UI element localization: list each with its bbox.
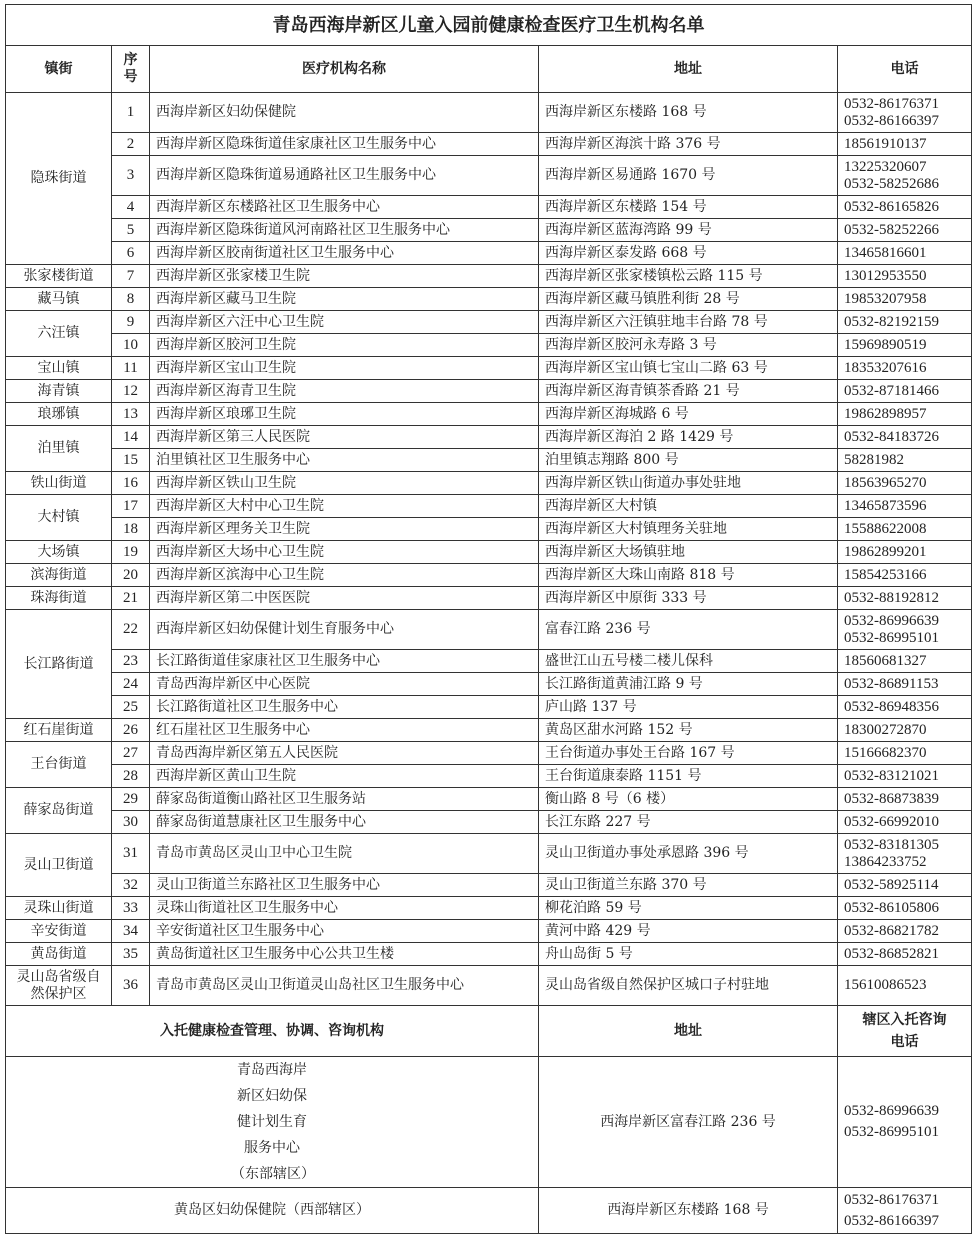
street-cell: 长江路街道 (6, 610, 112, 719)
institution-name: 西海岸新区妇幼保健计划生育服务中心 (150, 610, 539, 650)
institution-address: 西海岸新区大村镇 (539, 495, 838, 518)
table-row (6, 380, 972, 403)
phone-cell (838, 426, 972, 449)
seq-cell: 16 (112, 472, 150, 495)
institution-address: 西海岸新区蓝海湾路 99 号 (539, 219, 838, 242)
seq-cell: 14 (112, 426, 150, 449)
institution-name: 西海岸新区张家楼卫生院 (150, 265, 539, 288)
header-row (6, 46, 972, 93)
phone-cell (838, 897, 972, 920)
seq-cell: 19 (112, 541, 150, 564)
seq-cell: 31 (112, 834, 150, 874)
institution-address: 黄岛区甜水河路 152 号 (539, 719, 838, 742)
institution-address: 泊里镇志翔路 800 号 (539, 449, 838, 472)
street-cell: 灵山岛省级自然保护区 (6, 966, 112, 1006)
institution-name: 西海岸新区六汪中心卫生院 (150, 311, 539, 334)
institution-name: 西海岸新区理务关卫生院 (150, 518, 539, 541)
phone-cell (838, 288, 972, 311)
institution-name: 薛家岛街道衡山路社区卫生服务站 (150, 788, 539, 811)
institution-address: 西海岸新区张家楼镇松云路 115 号 (539, 265, 838, 288)
institution-address: 西海岸新区东楼路 168 号 (539, 93, 838, 133)
table-row (6, 495, 972, 518)
street-cell: 灵山卫街道 (6, 834, 112, 897)
institution-address: 西海岸新区海青镇茶香路 21 号 (539, 380, 838, 403)
phone-number: 0532-86891153 (844, 675, 939, 692)
table-row (6, 874, 972, 897)
phone-number: 0532-86995101 (844, 1124, 939, 1140)
institution-name: 青岛西海岸新区中心医院 (150, 673, 539, 696)
title-row (6, 5, 972, 46)
seq-cell: 15 (112, 449, 150, 472)
phone-number: 58281982 (844, 451, 904, 468)
phone-number: 18353207616 (844, 359, 927, 376)
institution-name: 红石崖社区卫生服务中心 (150, 719, 539, 742)
table-row (6, 564, 972, 587)
seq-cell: 30 (112, 811, 150, 834)
street-cell: 琅琊镇 (6, 403, 112, 426)
phone-number: 0532-86105806 (844, 899, 939, 916)
seq-cell: 9 (112, 311, 150, 334)
footer-org (6, 1057, 539, 1188)
institution-address: 西海岸新区海城路 6 号 (539, 403, 838, 426)
seq-cell: 12 (112, 380, 150, 403)
header-addr: 地址 (539, 46, 838, 93)
institution-name: 长江路街道社区卫生服务中心 (150, 696, 539, 719)
institution-address: 西海岸新区大场镇驻地 (539, 541, 838, 564)
seq-cell: 13 (112, 403, 150, 426)
seq-cell: 1 (112, 93, 150, 133)
footer-header-row (6, 1006, 972, 1057)
table-row (6, 765, 972, 788)
table-row (6, 93, 972, 133)
table-row (6, 311, 972, 334)
phone-number: 0532-88192812 (844, 589, 939, 606)
footer-org-text: 黄岛区妇幼保健院（西部辖区） (174, 1202, 370, 1218)
institution-address: 庐山路 137 号 (539, 696, 838, 719)
footer-header-org: 入托健康检查管理、协调、咨询机构 (6, 1006, 539, 1057)
seq-cell: 2 (112, 133, 150, 156)
phone-cell (838, 788, 972, 811)
footer-header-phone (838, 1006, 972, 1057)
header-name: 医疗机构名称 (150, 46, 539, 93)
phone-number: 15588622008 (844, 520, 927, 537)
phone-cell (838, 541, 972, 564)
table-row (6, 219, 972, 242)
institution-address: 盛世江山五号楼二楼儿保科 (539, 650, 838, 673)
institution-address: 西海岸新区易通路 1670 号 (539, 156, 838, 196)
phone-number: 0532-58925114 (844, 876, 939, 893)
institution-name: 西海岸新区第三人民医院 (150, 426, 539, 449)
phone-number: 18300272870 (844, 721, 927, 738)
seq-cell: 21 (112, 587, 150, 610)
phone-number: 0532-87181466 (844, 382, 939, 399)
seq-cell: 20 (112, 564, 150, 587)
phone-number: 0532-58252686 (844, 175, 939, 192)
phone-number: 13225320607 (844, 158, 927, 175)
institution-address: 西海岸新区大珠山南路 818 号 (539, 564, 838, 587)
institution-address: 王台街道办事处王台路 167 号 (539, 742, 838, 765)
seq-cell: 33 (112, 897, 150, 920)
seq-cell: 26 (112, 719, 150, 742)
phone-number: 0532-86166397 (844, 1212, 939, 1229)
table-row (6, 426, 972, 449)
phone-cell (838, 834, 972, 874)
phone-cell (838, 673, 972, 696)
institution-address: 长江东路 227 号 (539, 811, 838, 834)
table-row (6, 518, 972, 541)
institution-address: 柳花泊路 59 号 (539, 897, 838, 920)
footer-row (6, 1188, 972, 1234)
institution-name: 西海岸新区滨海中心卫生院 (150, 564, 539, 587)
institution-name: 泊里镇社区卫生服务中心 (150, 449, 539, 472)
phone-number: 13012953550 (844, 267, 927, 284)
seq-cell: 23 (112, 650, 150, 673)
phone-number: 0532-86996639 (844, 612, 939, 629)
phone-cell (838, 920, 972, 943)
street-cell: 王台街道 (6, 742, 112, 788)
street-cell: 薛家岛街道 (6, 788, 112, 834)
institution-name: 西海岸新区铁山卫生院 (150, 472, 539, 495)
street-cell: 灵珠山街道 (6, 897, 112, 920)
phone-cell (838, 93, 972, 133)
seq-cell: 32 (112, 874, 150, 897)
street-cell: 藏马镇 (6, 288, 112, 311)
seq-cell: 35 (112, 943, 150, 966)
phone-number: 15166682370 (844, 744, 927, 761)
street-cell: 张家楼街道 (6, 265, 112, 288)
phone-cell (838, 357, 972, 380)
footer-row (6, 1057, 972, 1188)
phone-cell (838, 380, 972, 403)
table-row (6, 288, 972, 311)
phone-cell (838, 650, 972, 673)
phone-number: 0532-83181305 (844, 836, 939, 853)
table-row (6, 811, 972, 834)
institution-address: 西海岸新区海滨十路 376 号 (539, 133, 838, 156)
institution-name: 西海岸新区黄山卫生院 (150, 765, 539, 788)
table-row (6, 943, 972, 966)
phone-cell (838, 311, 972, 334)
table-row (6, 449, 972, 472)
table-row (6, 897, 972, 920)
seq-cell: 6 (112, 242, 150, 265)
institution-name: 长江路街道佳家康社区卫生服务中心 (150, 650, 539, 673)
institution-name: 西海岸新区妇幼保健院 (150, 93, 539, 133)
phone-cell (838, 472, 972, 495)
institution-address: 西海岸新区藏马镇胜利街 28 号 (539, 288, 838, 311)
table-row (6, 541, 972, 564)
institution-name: 西海岸新区隐珠街道风河南路社区卫生服务中心 (150, 219, 539, 242)
street-cell: 六汪镇 (6, 311, 112, 357)
institution-address: 灵山卫街道兰东路 370 号 (539, 874, 838, 897)
phone-cell (838, 811, 972, 834)
table-row (6, 696, 972, 719)
phone-cell (838, 696, 972, 719)
table-row (6, 788, 972, 811)
phone-number: 0532-86165826 (844, 198, 939, 215)
seq-cell: 25 (112, 696, 150, 719)
institution-name: 西海岸新区大村中心卫生院 (150, 495, 539, 518)
phone-number: 18560681327 (844, 652, 927, 669)
phone-number: 0532-86176371 (844, 1191, 939, 1208)
phone-number: 0532-86873839 (844, 790, 939, 807)
phone-number: 18561910137 (844, 135, 927, 152)
street-cell: 泊里镇 (6, 426, 112, 472)
institution-address: 黄河中路 429 号 (539, 920, 838, 943)
street-cell: 滨海街道 (6, 564, 112, 587)
phone-number: 0532-66992010 (844, 813, 939, 830)
seq-cell: 34 (112, 920, 150, 943)
table-row (6, 156, 972, 196)
institution-table (5, 4, 972, 1234)
street-cell: 黄岛街道 (6, 943, 112, 966)
phone-number: 13864233752 (844, 853, 927, 870)
footer-org-text: 青岛西海岸新区妇幼保健计划生育服务中心（东部辖区） (231, 1062, 315, 1182)
street-cell: 红石崖街道 (6, 719, 112, 742)
institution-address: 西海岸新区东楼路 154 号 (539, 196, 838, 219)
institution-name: 西海岸新区宝山卫生院 (150, 357, 539, 380)
institution-name: 辛安街道社区卫生服务中心 (150, 920, 539, 943)
phone-cell (838, 219, 972, 242)
institution-address: 灵山卫街道办事处承恩路 396 号 (539, 834, 838, 874)
institution-address: 西海岸新区六汪镇驻地丰台路 78 号 (539, 311, 838, 334)
institution-name: 西海岸新区胶南街道社区卫生服务中心 (150, 242, 539, 265)
phone-cell (838, 943, 972, 966)
seq-cell: 11 (112, 357, 150, 380)
seq-cell: 18 (112, 518, 150, 541)
seq-cell: 7 (112, 265, 150, 288)
street-cell: 大场镇 (6, 541, 112, 564)
table-row (6, 403, 972, 426)
institution-name: 西海岸新区东楼路社区卫生服务中心 (150, 196, 539, 219)
institution-name: 薛家岛街道慧康社区卫生服务中心 (150, 811, 539, 834)
institution-address: 西海岸新区大村镇理务关驻地 (539, 518, 838, 541)
street-cell: 海青镇 (6, 380, 112, 403)
seq-cell: 5 (112, 219, 150, 242)
institution-address: 衡山路 8 号（6 楼） (539, 788, 838, 811)
institution-name: 黄岛街道社区卫生服务中心公共卫生楼 (150, 943, 539, 966)
table-row (6, 719, 972, 742)
table-row (6, 334, 972, 357)
phone-number: 0532-86948356 (844, 698, 939, 715)
phone-number: 0532-84183726 (844, 428, 939, 445)
table-row (6, 472, 972, 495)
institution-name: 西海岸新区第二中医医院 (150, 587, 539, 610)
institution-address: 西海岸新区海泊 2 路 1429 号 (539, 426, 838, 449)
phone-number: 0532-86176371 (844, 95, 939, 112)
phone-number: 15969890519 (844, 336, 927, 353)
phone-cell (838, 242, 972, 265)
institution-address: 西海岸新区胶河永寿路 3 号 (539, 334, 838, 357)
table-row (6, 242, 972, 265)
institution-name: 青岛市黄岛区灵山卫中心卫生院 (150, 834, 539, 874)
phone-number: 13465816601 (844, 244, 927, 261)
table-row (6, 587, 972, 610)
seq-cell: 36 (112, 966, 150, 1006)
phone-cell (838, 587, 972, 610)
phone-number: 19853207958 (844, 290, 927, 307)
table-row (6, 966, 972, 1006)
street-cell: 宝山镇 (6, 357, 112, 380)
phone-number: 15610086523 (844, 977, 927, 993)
seq-cell: 3 (112, 156, 150, 196)
seq-cell: 4 (112, 196, 150, 219)
header-seq (112, 46, 150, 93)
phone-cell (838, 765, 972, 788)
phone-cell (838, 403, 972, 426)
phone-cell (838, 966, 972, 1006)
phone-number: 0532-82192159 (844, 313, 939, 330)
phone-cell (838, 874, 972, 897)
footer-address: 西海岸新区富春江路 236 号 (539, 1057, 838, 1188)
seq-cell: 27 (112, 742, 150, 765)
phone-cell (838, 564, 972, 587)
header-phone: 电话 (838, 46, 972, 93)
seq-cell: 17 (112, 495, 150, 518)
phone-cell (838, 610, 972, 650)
institution-name: 青岛西海岸新区第五人民医院 (150, 742, 539, 765)
footer-phone-cell (838, 1057, 972, 1188)
header-seq-text: 序号 (123, 52, 138, 85)
phone-number: 19862898957 (844, 405, 927, 422)
phone-cell (838, 156, 972, 196)
institution-name: 西海岸新区海青卫生院 (150, 380, 539, 403)
table-row (6, 133, 972, 156)
street-cell: 辛安街道 (6, 920, 112, 943)
table-row (6, 357, 972, 380)
institution-address: 西海岸新区中原街 333 号 (539, 587, 838, 610)
street-cell: 大村镇 (6, 495, 112, 541)
phone-number: 15854253166 (844, 566, 927, 583)
table-row (6, 610, 972, 650)
street-cell: 珠海街道 (6, 587, 112, 610)
page-title: 青岛西海岸新区儿童入园前健康检查医疗卫生机构名单 (6, 5, 972, 46)
table-row (6, 742, 972, 765)
phone-cell (838, 449, 972, 472)
seq-cell: 29 (112, 788, 150, 811)
institution-name: 西海岸新区隐珠街道易通路社区卫生服务中心 (150, 156, 539, 196)
table-row (6, 650, 972, 673)
phone-cell (838, 133, 972, 156)
institution-name: 西海岸新区隐珠街道佳家康社区卫生服务中心 (150, 133, 539, 156)
institution-address: 西海岸新区铁山街道办事处驻地 (539, 472, 838, 495)
street-cell: 铁山街道 (6, 472, 112, 495)
seq-cell: 8 (112, 288, 150, 311)
phone-number: 0532-83121021 (844, 767, 939, 784)
institution-address: 王台街道康泰路 1151 号 (539, 765, 838, 788)
phone-cell (838, 334, 972, 357)
phone-number: 0532-86852821 (844, 945, 939, 962)
footer-address: 西海岸新区东楼路 168 号 (539, 1188, 838, 1234)
institution-address: 富春江路 236 号 (539, 610, 838, 650)
institution-name: 西海岸新区胶河卫生院 (150, 334, 539, 357)
phone-cell (838, 265, 972, 288)
street-cell: 隐珠街道 (6, 93, 112, 265)
institution-address: 长江路街道黄浦江路 9 号 (539, 673, 838, 696)
phone-number: 0532-86996639 (844, 1103, 939, 1119)
header-street: 镇街 (6, 46, 112, 93)
table-row (6, 920, 972, 943)
phone-cell (838, 495, 972, 518)
phone-number: 0532-86821782 (844, 922, 939, 939)
table-row (6, 265, 972, 288)
institution-name: 西海岸新区琅琊卫生院 (150, 403, 539, 426)
footer-header-phone-text: 辖区入托咨询电话 (862, 1012, 947, 1050)
phone-cell (838, 742, 972, 765)
table-row (6, 834, 972, 874)
footer-org (6, 1188, 539, 1234)
table-row (6, 196, 972, 219)
institution-address: 西海岸新区宝山镇七宝山二路 63 号 (539, 357, 838, 380)
seq-cell: 24 (112, 673, 150, 696)
seq-cell: 28 (112, 765, 150, 788)
phone-number: 0532-86995101 (844, 629, 939, 646)
phone-cell (838, 196, 972, 219)
institution-name: 灵山卫街道兰东路社区卫生服务中心 (150, 874, 539, 897)
institution-name: 灵珠山街道社区卫生服务中心 (150, 897, 539, 920)
footer-header-addr: 地址 (539, 1006, 838, 1057)
institution-address: 西海岸新区泰发路 668 号 (539, 242, 838, 265)
footer-phone-cell (838, 1188, 972, 1234)
phone-number: 0532-58252266 (844, 221, 939, 238)
phone-cell (838, 719, 972, 742)
institution-address: 灵山岛省级自然保护区城口子村驻地 (539, 966, 838, 1006)
institution-name: 青岛市黄岛区灵山卫街道灵山岛社区卫生服务中心 (150, 966, 539, 1006)
phone-number: 18563965270 (844, 474, 927, 491)
institution-name: 西海岸新区大场中心卫生院 (150, 541, 539, 564)
institution-name: 西海岸新区藏马卫生院 (150, 288, 539, 311)
seq-cell: 22 (112, 610, 150, 650)
seq-cell: 10 (112, 334, 150, 357)
table-row (6, 673, 972, 696)
phone-number: 13465873596 (844, 497, 927, 514)
phone-number: 0532-86166397 (844, 112, 939, 129)
phone-number: 19862899201 (844, 543, 927, 560)
institution-address: 舟山岛街 5 号 (539, 943, 838, 966)
phone-cell (838, 518, 972, 541)
